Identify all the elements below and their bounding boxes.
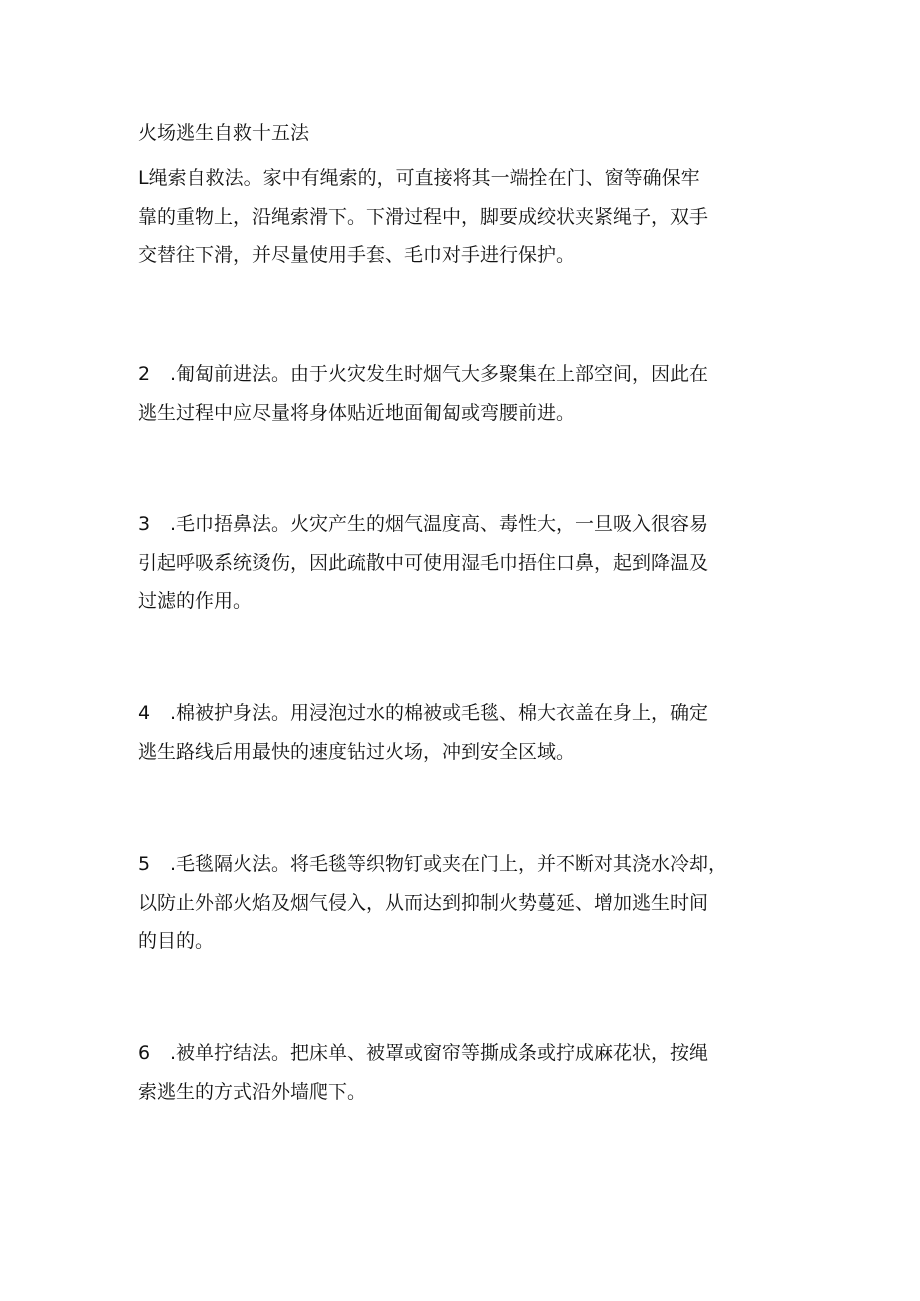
list-item-3 [138,505,788,621]
list-item-line: 以防止外部火焰及烟气侵入，从而达到抑制火势蔓延、增加逃生时间 [138,891,709,914]
list-item-line: 靠的重物上，沿绳索滑下。下滑过程中，脚要成绞状夹紧绳子，双手 [138,205,709,228]
list-item-line [138,505,788,544]
item-number: 6 [138,1042,151,1064]
list-item-line [138,694,788,733]
item-number: L [138,167,149,189]
list-item-1 [138,159,788,275]
list-item-6 [138,1034,788,1111]
list-item-line: 索逃生的方式沿外墙爬下。 [138,1080,367,1103]
item-text: .毛巾捂鼻法。火灾产生的烟气温度高、毒性大，一旦吸入很容易 [170,513,709,535]
item-text: .棉被护身法。用浸泡过水的棉被或毛毯、棉大衣盖在身上，确定 [170,702,709,724]
list-item-line [138,845,788,884]
list-item-line: 逃生过程中应尽量将身体贴近地面匍匐或弯腰前进。 [138,401,576,424]
list-item-line: 交替往下滑，并尽量使用手套、毛巾对手进行保护。 [138,244,576,266]
item-number: 4 [138,702,151,724]
list-item-line: 引起呼吸系统烫伤，因此疏散中可使用湿毛巾捂住口鼻，起到降温及 [138,551,709,574]
list-item-line: 过滤的作用。 [138,590,253,612]
list-item-4 [138,694,788,771]
list-item-line: 逃生路线后用最快的速度钻过火场，冲到安全区域。 [138,740,576,763]
list-item-line [138,159,788,198]
item-number: 2 [138,363,151,385]
list-item-line: 的目的。 [138,930,215,952]
item-number: 5 [138,853,151,875]
item-text: .匍匐前进法。由于火灾发生时烟气大多聚集在上部空间，因此在 [170,363,709,385]
list-item-line [138,355,788,394]
item-number: 3 [138,513,151,535]
item-text: 绳索自救法。家中有绳索的，可直接将其一端拴在门、窗等确保牢 [148,167,700,189]
list-item-2 [138,355,788,432]
list-item-5 [138,845,788,961]
item-text: .毛毯隔火法。将毛毯等织物钉或夹在门上，并不断对其浇水冷却， [170,853,728,875]
document-title: 火场逃生自救十五法 [138,122,310,144]
list-item-line [138,1034,788,1073]
item-text: .被单拧结法。把床单、被罩或窗帘等撕成条或拧成麻花状，按绳 [170,1042,709,1064]
